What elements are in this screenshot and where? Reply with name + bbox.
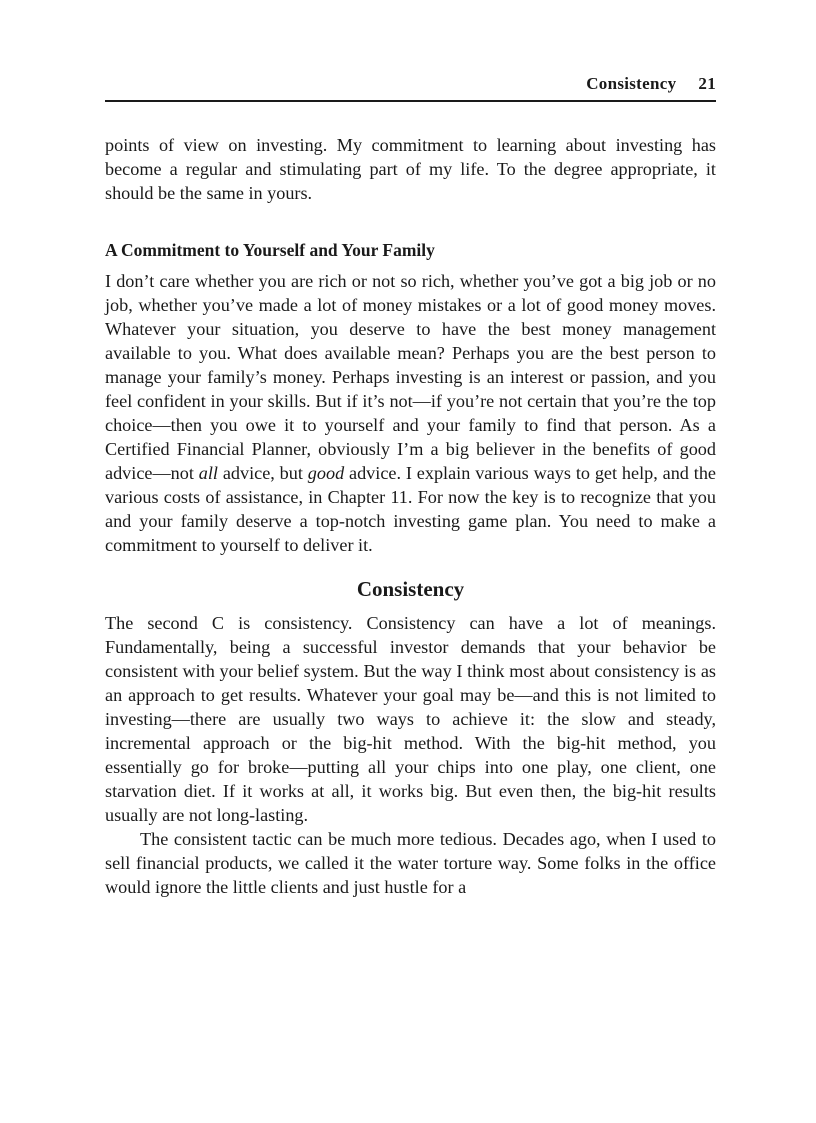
paragraph-commitment bbox=[105, 269, 716, 557]
running-head bbox=[105, 74, 716, 102]
section-heading: Consistency bbox=[356, 577, 465, 601]
paragraph-text-1: I don’t care whether you are rich or not so rich, whether you’ve got a big job or no job, whether you’ve made a lot of money mistakes or a lot of good money moves. Whatever your situation, you deserve to have the best money management available to you. What does available mean? Perhaps you are the best person to manage your family’s money. Perhaps investing is an interest or passion, and you feel confident in your skills. But if it’s not—if you’re not certain that you’re the top choice—then you owe it to yourself and your family to find that person. As a Certified Financial Planner, obviously I’m a big believer in the benefits of good advice—not bbox=[105, 271, 716, 483]
paragraph-text-2: advice, but bbox=[217, 463, 308, 483]
paragraph-consistent-tactic: The consistent tactic can be much more tedious. Decades ago, when I used to sell financial products, we called it the water torture way. Some folks in the office would ignore the little clients and just hustle for a bbox=[105, 829, 716, 897]
subsection-heading: A Commitment to Yourself and Your Family bbox=[105, 240, 435, 260]
paragraph-text-3: advice. I explain various ways to get help, and the various costs of assistance, in Chapter 11. For now the key is to recognize that you and your family deserve a top-notch investing game plan. You need to make a commitment to yourself to deliver it. bbox=[105, 463, 716, 555]
paragraph-consistency: The second C is consistency. Consistency can have a lot of meanings. Fundamentally, being a successful investor demands that your behavior be consistent with your belief system. But the way I think most about consistency is as an approach to get results. Whatever your goal may be—and this is not limited to investing—there are usually two ways to achieve it: the slow and steady, incremental approach or the big-hit method. With the big-hit method, you essentially go for broke—putting all your chips into one play, one client, one starvation diet. If it works at all, it works big. But even then, the big-hit results usually are not long-lasting. bbox=[105, 613, 716, 825]
emphasis-all: all bbox=[198, 463, 218, 483]
body-text bbox=[105, 133, 716, 899]
page-number: 21 bbox=[698, 74, 716, 93]
emphasis-good: good bbox=[307, 463, 345, 483]
running-title: Consistency bbox=[586, 74, 677, 93]
paragraph-continued: points of view on investing. My commitment to learning about investing has become a regular and stimulating part of my life. To the degree appropriate, it should be the same in yours. bbox=[105, 135, 716, 203]
